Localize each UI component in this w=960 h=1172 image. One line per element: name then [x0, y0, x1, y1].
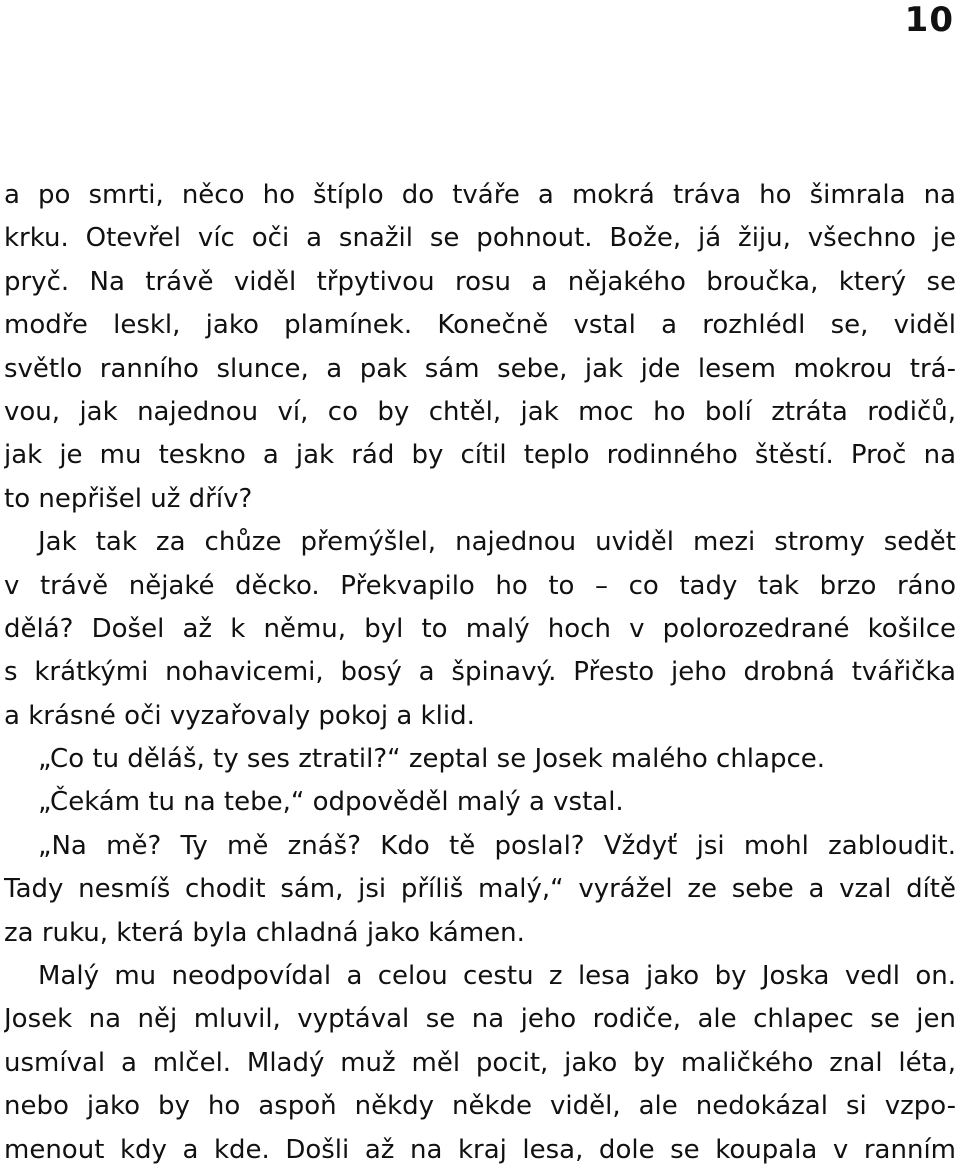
text-line: „Čekám tu na tebe,“ odpověděl malý a vstal.	[38, 787, 624, 818]
text-line: Malý mu neodpovídal a celou cestu z lesa jako by Joska vedl on.	[38, 961, 956, 992]
text-line: pryč. Na trávě viděl třpytivou rosu a nějakého broučka, který se	[4, 266, 956, 297]
text-line: Tady nesmíš chodit sám, jsi příliš malý,“ vyrážel ze sebe a vzal dítě	[4, 874, 956, 905]
text-line: s krátkými nohavicemi, bosý a špinavý. Přesto jeho drobná tvářička	[4, 657, 956, 688]
text-line: za ruku, která byla chladná jako kámen.	[4, 917, 525, 948]
text-line: „Co tu děláš, ty ses ztratil?“ zeptal se Josek malého chlapce.	[38, 744, 826, 775]
text-line: to nepřišel už dřív?	[4, 483, 253, 514]
text-line: „Na mě? Ty mě znáš? Kdo tě poslal? Vždyť jsi mohl zabloudit.	[38, 830, 956, 861]
text-line: jak je mu teskno a jak rád by cítil teplo rodinného štěstí. Proč na	[4, 440, 956, 471]
body-text	[4, 174, 956, 1172]
text-line: Jak tak za chůze přemýšlel, najednou uviděl mezi stromy sedět	[38, 527, 956, 558]
text-line: modře leskl, jako plamínek. Konečně vstal a rozhlédl se, viděl	[4, 310, 956, 341]
text-line: krku. Otevřel víc oči a snažil se pohnout. Bože, já žiju, všechno je	[4, 223, 956, 254]
text-line: usmíval a mlčel. Mladý muž měl pocit, jako by maličkého znal léta,	[4, 1047, 956, 1078]
page-number: 10	[904, 0, 954, 40]
text-line: dělá? Došel až k němu, byl to malý hoch v polorozedrané košilce	[4, 613, 956, 644]
text-line: a po smrti, něco ho štíplo do tváře a mokrá tráva ho šimrala na	[4, 180, 956, 210]
text-line: světlo ranního slunce, a pak sám sebe, jak jde lesem mokrou trá-	[4, 353, 956, 384]
text-line: a krásné oči vyzařovaly pokoj a klid.	[4, 700, 475, 731]
text-line: Josek na něj mluvil, vyptával se na jeho rodiče, ale chlapec se jen	[4, 1004, 956, 1035]
text-line: vou, jak najednou ví, co by chtěl, jak moc ho bolí ztráta rodičů,	[4, 396, 956, 427]
text-line: nebo jako by ho aspoň někdy někde viděl, ale nedokázal si vzpo-	[4, 1091, 956, 1122]
text-line: menout kdy a kde. Došli až na kraj lesa, dole se koupala v ranním	[4, 1134, 956, 1165]
text-line: v trávě nějaké děcko. Překvapilo ho to – co tady tak brzo ráno	[4, 570, 956, 601]
